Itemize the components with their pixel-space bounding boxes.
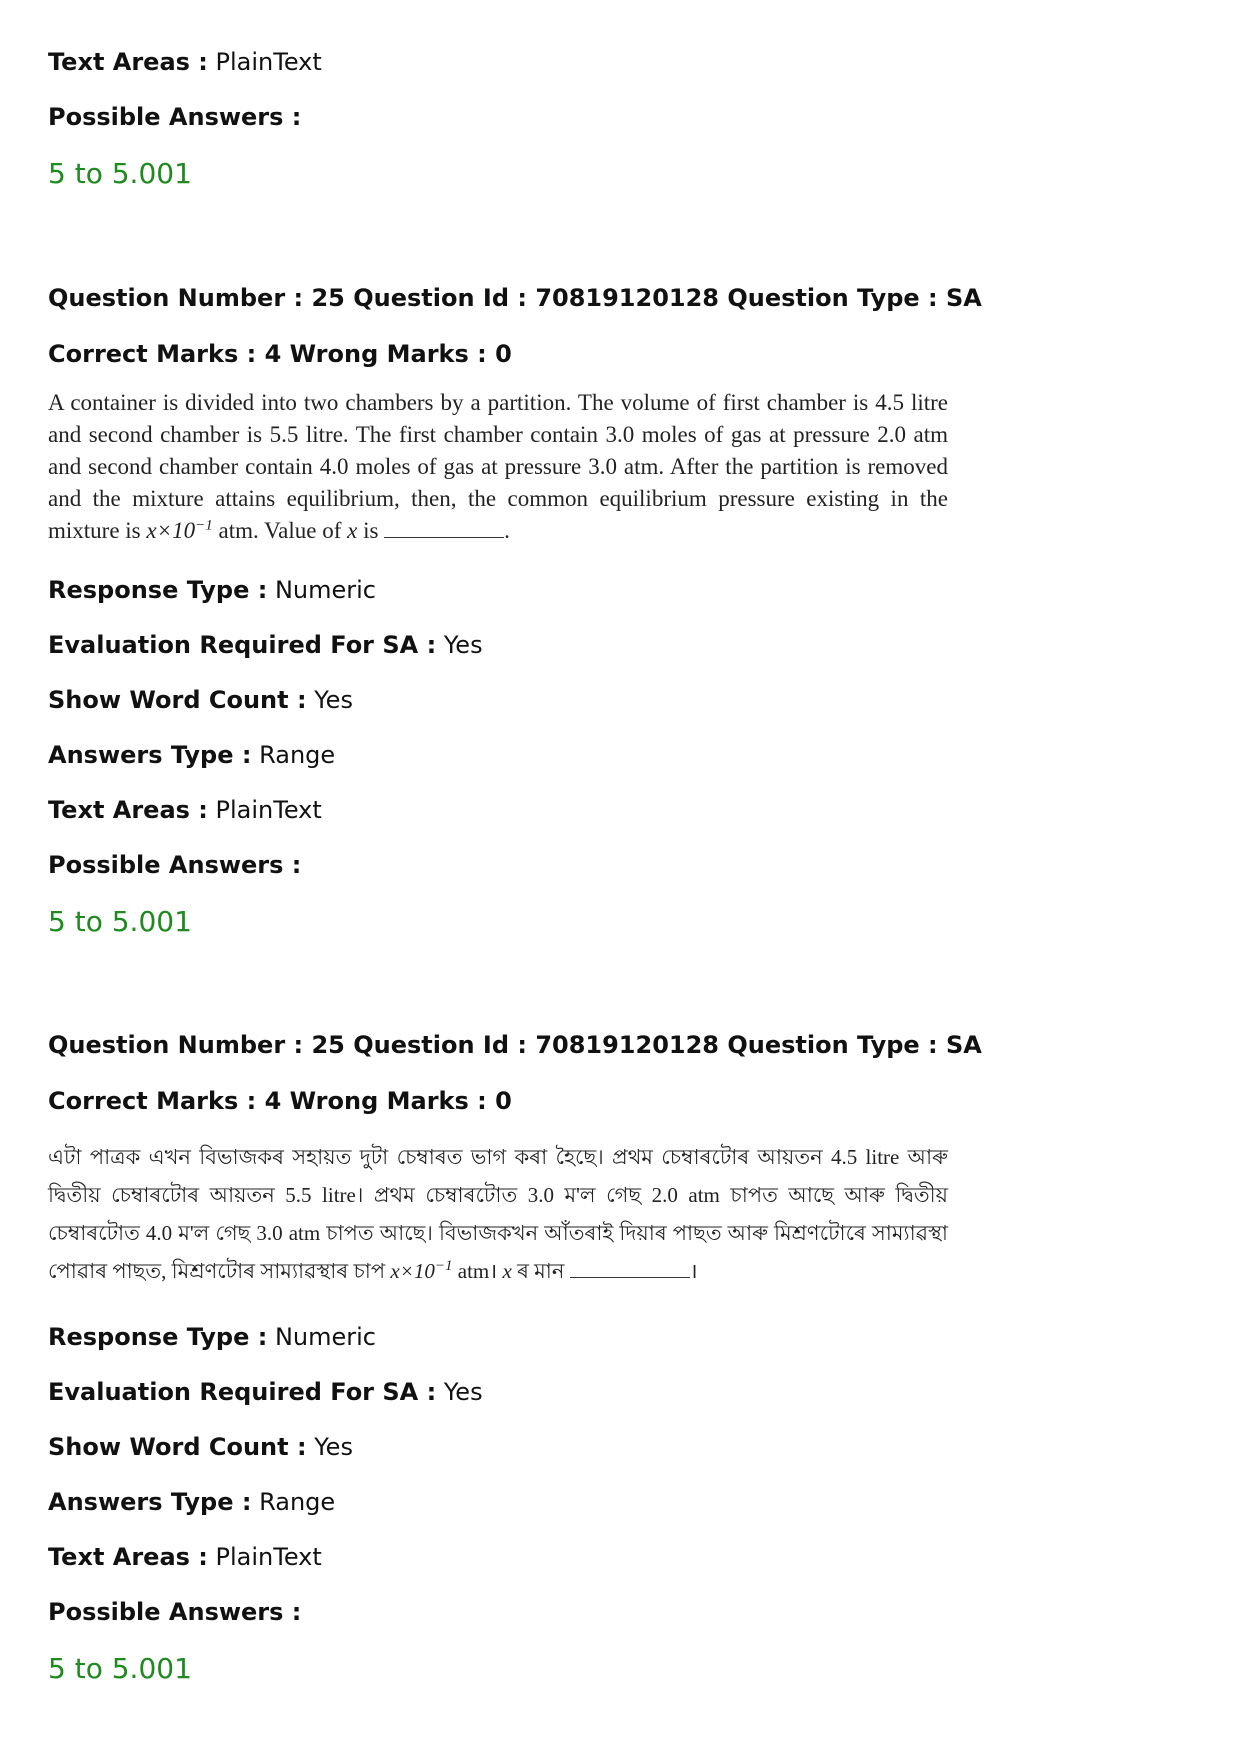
text-areas-row (48, 47, 322, 77)
evaluation-required-row: Evaluation Required For SA : Yes (48, 1378, 483, 1406)
possible-answer: 5 to 5.001 (48, 1652, 192, 1685)
question-body-end: is (357, 518, 379, 543)
possible-answers-label: Possible Answers : (48, 1598, 302, 1626)
text-areas-row: Text Areas : PlainText (48, 796, 322, 824)
show-word-count-row: Show Word Count : Yes (48, 686, 353, 714)
question-text: A container is divided into two chambers by a partition. The volume of first chamber is 4.5 litre and second chamber is 5.5 litre. The first chamber contain 3.0 moles of gas at pressure 2.0 atm and second chamber contain 4.0 moles of gas at pressure 3.0 atm. After the partition is removed and the mixture attains equilibrium, then, the common equilibrium pressure existing in the mixture is $x\times 10^{-1}$ atm. Value of x is . (48, 390, 948, 543)
question-header: Question Number : 25 Question Id : 70819120128 Question Type : SA (48, 1031, 982, 1059)
answer-blank (570, 1259, 690, 1278)
possible-answers-label: Possible Answers : (48, 851, 302, 879)
text-areas-row: Text Areas : PlainText (48, 1543, 322, 1571)
show-word-count-row: Show Word Count : Yes (48, 1433, 353, 1461)
evaluation-required-row: Evaluation Required For SA : Yes (48, 631, 483, 659)
question-body: A container is divided into two chambers by a partition. The volume of first chamber is 4.5 litre and second chamber is 5.5 litre. The first chamber contain 3.0 moles of gas at pressure 2.0 atm and second chamber contain 4.0 moles of gas at pressure 3.0 atm. After the partition is removed and the mixture attains equilibrium, then, the common equilibrium pressure existing in the mixture is (48, 390, 948, 543)
question-marks: Correct Marks : 4 Wrong Marks : 0 (48, 340, 512, 368)
possible-answers-label: Possible Answers : (48, 103, 302, 131)
question-body-tail: atm। (452, 1259, 503, 1283)
answer-blank (384, 519, 504, 538)
question-body-tail: atm. Value of (212, 518, 348, 543)
field-label: Text Areas : (48, 48, 208, 76)
question-header: Question Number : 25 Question Id : 70819120128 Question Type : SA (48, 284, 982, 312)
question-body: এটা পাত্ৰক এখন বিভাজকৰ সহায়ত দুটা চেম্বাৰত ভাগ কৰা হৈছে। প্ৰথম চেম্বাৰটোৰ আয়তন 4.5 litre আৰু দ্বিতীয় চেম্বাৰটোৰ আয়তন 5.5 litre। প্ৰথম চেম্বাৰটোত 3.0 ম'ল গেছ 2.0 atm চাপত আছে আৰু দ্বিতীয় চেম্বাৰটোত 4.0 ম'ল গেছ 3.0 atm চাপত আছে। বিভাজকখন আঁতৰাই দিয়াৰ পাছত আৰু মিশ্ৰণটোৰে সাম্যাৱস্থা পোৱাৰ পাছত, মিশ্ৰণটোৰ সাম্যাৱস্থাৰ চাপ (48, 1145, 948, 1283)
answers-type-row: Answers Type : Range (48, 741, 336, 769)
math-variable: x (502, 1259, 512, 1283)
math-expression: $x\times 10^{-1}$ (390, 1258, 453, 1283)
response-type-row: Response Type : Numeric (48, 1323, 376, 1351)
question-body-end: ৰ মান (511, 1259, 565, 1283)
answers-type-row: Answers Type : Range (48, 1488, 336, 1516)
possible-answer: 5 to 5.001 (48, 157, 192, 190)
field-value: PlainText (215, 48, 322, 76)
math-expression: $x\times 10^{-1}$ (146, 517, 213, 543)
possible-answer: 5 to 5.001 (48, 905, 192, 938)
response-type-row: Response Type : Numeric (48, 576, 376, 604)
question-text: এটা পাত্ৰক এখন বিভাজকৰ সহায়ত দুটা চেম্বাৰত ভাগ কৰা হৈছে। প্ৰথম চেম্বাৰটোৰ আয়তন 4.5 litre আৰু দ্বিতীয় চেম্বাৰটোৰ আয়তন 5.5 litre। প্ৰথম চেম্বাৰটোত 3.0 ম'ল গেছ 2.0 atm চাপত আছে আৰু দ্বিতীয় চেম্বাৰটোত 4.0 ম'ল গেছ 3.0 atm চাপত আছে। বিভাজকখন আঁতৰাই দিয়াৰ পাছত আৰু মিশ্ৰণটোৰে সাম্যাৱস্থা পোৱাৰ পাছত, মিশ্ৰণটোৰ সাম্যাৱস্থাৰ চাপ $x\times 10^{-1}$ atm। x ৰ মান । (48, 1145, 948, 1283)
math-variable: x (347, 518, 358, 543)
question-marks: Correct Marks : 4 Wrong Marks : 0 (48, 1087, 512, 1115)
